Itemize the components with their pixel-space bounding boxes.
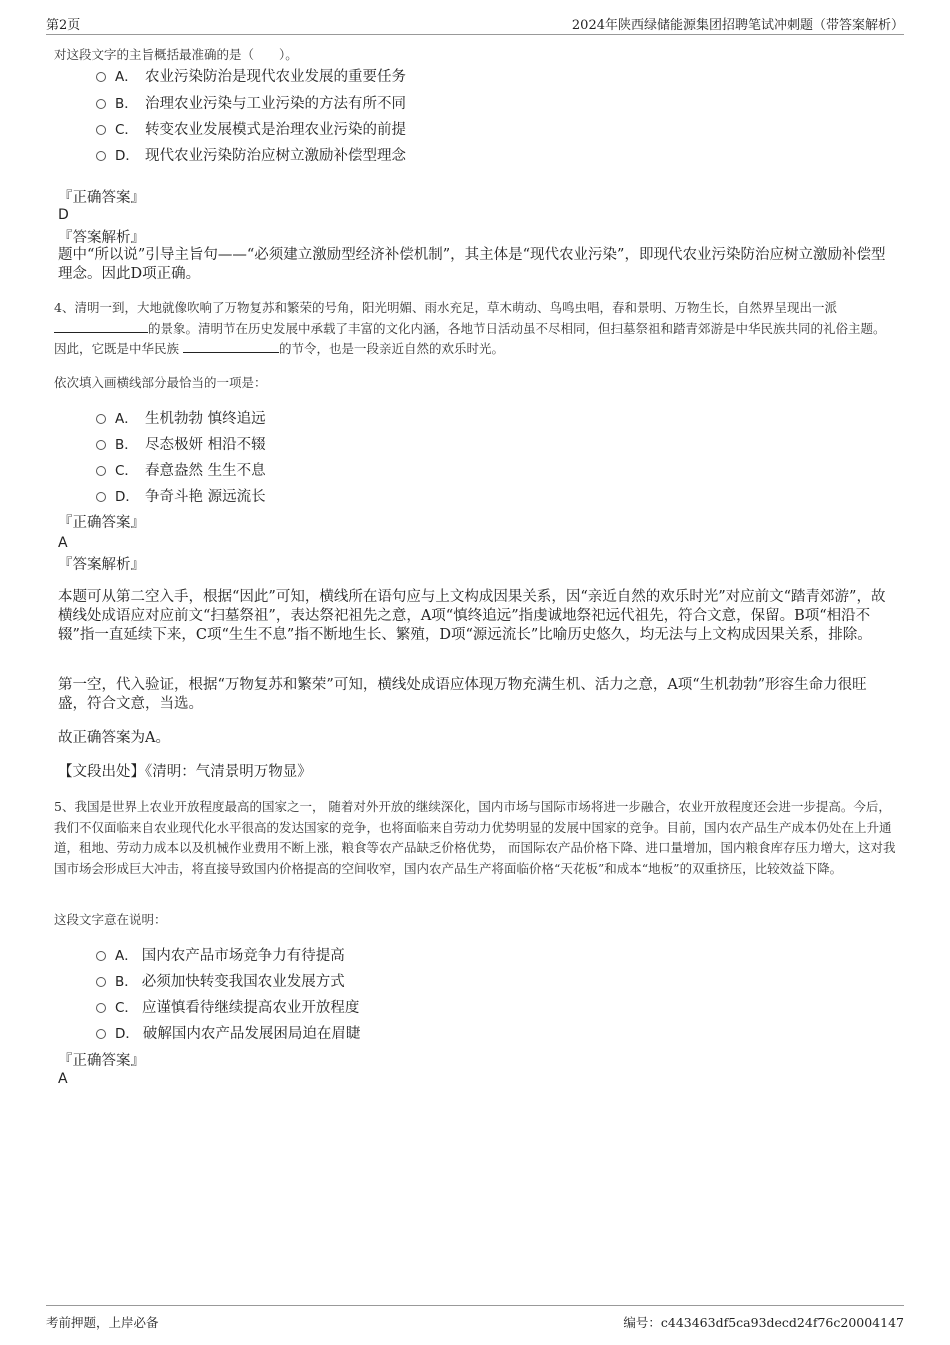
radio-icon[interactable]: [96, 466, 106, 476]
page-footer: [46, 1305, 904, 1333]
radio-icon[interactable]: [96, 414, 106, 424]
q5-stem: 5、我国是世界上农业开放程度最高的国家之一， 随着对外开放的继续深化，国内市场与国际市场将进一步融合，农业开放程度还会进一步提高。今后，我们不仅面临来自农业现代化水平很高的发达国家的竞争，也将面临来自劳动力优势明显的发展中国家的竞争。目前，国内农产品生产成本仍处在上升通道，租地、劳动力成本以及机械作业费用不断上涨，粮食等农产品缺乏价格优势， 而国际农产品价格下降、进口量增加，国内粮食库存压力增大，这对我国市场会形成巨大冲击，将直接导致国内价格提高的空间收窄，国内农产品生产将面临价格“天花板”和成本“地板”的双重挤压，比较效益下降。: [54, 799, 896, 876]
q3-option-b[interactable]: B． 治理农业污染与工业污染的方法有所不同: [96, 94, 406, 114]
q3-stem: 对这段文字的主旨概括最准确的是（ ）。: [54, 47, 298, 62]
q3-answer: D: [58, 207, 69, 223]
q5-option-c[interactable]: C． 应谨慎看待继续提高农业开放程度: [96, 998, 359, 1018]
q4-option-b[interactable]: B． 尽态极妍 相沿不辍: [96, 435, 266, 455]
q5-answer: A: [58, 1071, 68, 1087]
q4-option-c[interactable]: C． 春意盎然 生生不息: [96, 461, 266, 481]
radio-icon[interactable]: [96, 977, 106, 987]
q3-answer-label: 『正确答案』: [58, 190, 145, 206]
document-title: 2024年陕西绿储能源集团招聘笔试冲刺题（带答案解析）: [571, 18, 904, 33]
q4-analysis-p2: 第一空，代入验证，根据“万物复苏和繁荣”可知，横线处成语应体现万物充满生机、活力之意，A项“生机勃勃”形容生命力很旺盛，符合文意，当选。: [58, 677, 867, 712]
fill-blank-2: [183, 339, 279, 353]
page-number: 第2页: [46, 18, 81, 33]
fill-blank-1: [54, 319, 148, 333]
radio-icon[interactable]: [96, 951, 106, 961]
q4-option-a[interactable]: A． 生机勃勃 慎终追远: [96, 409, 266, 429]
footer-slogan: 考前押题，上岸必备: [46, 1315, 159, 1330]
q4-analysis-p1: 本题可从第二空入手，根据“因此”可知，横线所在语句应与上文构成因果关系，因“亲近自然的欢乐时光”对应前文“踏青郊游”，故横线处成语应对应前文“扫墓祭祖”，表达祭祀祖先之意，A项“慎终追远”指虔诚地祭祀远代祖先，符合文意，保留。B项“相沿不辍”指一直延续下来，C项“生生不息”指不断地生长、繁殖，D项“源远流长”比喻历史悠久，均无法与上文构成因果关系，排除。: [58, 589, 886, 643]
radio-icon[interactable]: [96, 99, 106, 109]
q5-answer-label: 『正确答案』: [58, 1053, 145, 1069]
radio-icon[interactable]: [96, 151, 106, 161]
document-code: 编号：c443463df5ca93decd24f76c20004147: [623, 1315, 904, 1330]
q5-option-d[interactable]: D． 破解国内农产品发展困局迫在眉睫: [96, 1024, 360, 1044]
q4-answer: A: [58, 535, 68, 551]
q3-option-d[interactable]: D． 现代农业污染防治应树立激励补偿型理念: [96, 146, 406, 166]
q4-stem: 4、清明一到，大地就像吹响了万物复苏和繁荣的号角，阳光明媚、雨水充足，草木萌动、鸟鸣虫唱，春和景明、万物生长，自然界呈现出一派的景象。清明节在历史发展中承载了丰富的文化内涵，各地节日活动虽不尽相同，但扫墓祭祖和踏青郊游是中华民族共同的礼俗主题。因此，它既是中华民族 的节令，也是一段亲近自然的欢乐时光。: [54, 300, 886, 356]
radio-icon[interactable]: [96, 125, 106, 135]
radio-icon[interactable]: [96, 1003, 106, 1013]
q3-option-a[interactable]: A． 农业污染防治是现代农业发展的重要任务: [96, 67, 406, 87]
q4-source: 【文段出处】《清明：气清景明万物显》: [58, 764, 312, 780]
q3-option-c[interactable]: C． 转变农业发展模式是治理农业污染的前提: [96, 120, 406, 140]
q4-analysis-label: 『答案解析』: [58, 557, 145, 573]
q4-answer-label: 『正确答案』: [58, 515, 145, 531]
radio-icon[interactable]: [96, 440, 106, 450]
q3-analysis-label: 『答案解析』: [58, 230, 145, 246]
q5-option-b[interactable]: B． 必须加快转变我国农业发展方式: [96, 972, 345, 992]
radio-icon[interactable]: [96, 492, 106, 502]
page-header: [46, 14, 904, 35]
q4-option-d[interactable]: D． 争奇斗艳 源远流长: [96, 487, 266, 507]
radio-icon[interactable]: [96, 1029, 106, 1039]
q5-option-a[interactable]: A． 国内农产品市场竞争力有待提高: [96, 946, 345, 966]
q3-analysis: 题中“所以说”引导主旨句——“必须建立激励型经济补偿机制”，其主体是“现代农业污染”，即现代农业污染防治应树立激励补偿型理念。因此D项正确。: [58, 247, 886, 282]
q4-prompt: 依次填入画横线部分最恰当的一项是：: [54, 375, 267, 390]
radio-icon[interactable]: [96, 72, 106, 82]
q4-analysis-p3: 故正确答案为A。: [58, 730, 170, 746]
q5-prompt: 这段文字意在说明：: [54, 912, 167, 927]
